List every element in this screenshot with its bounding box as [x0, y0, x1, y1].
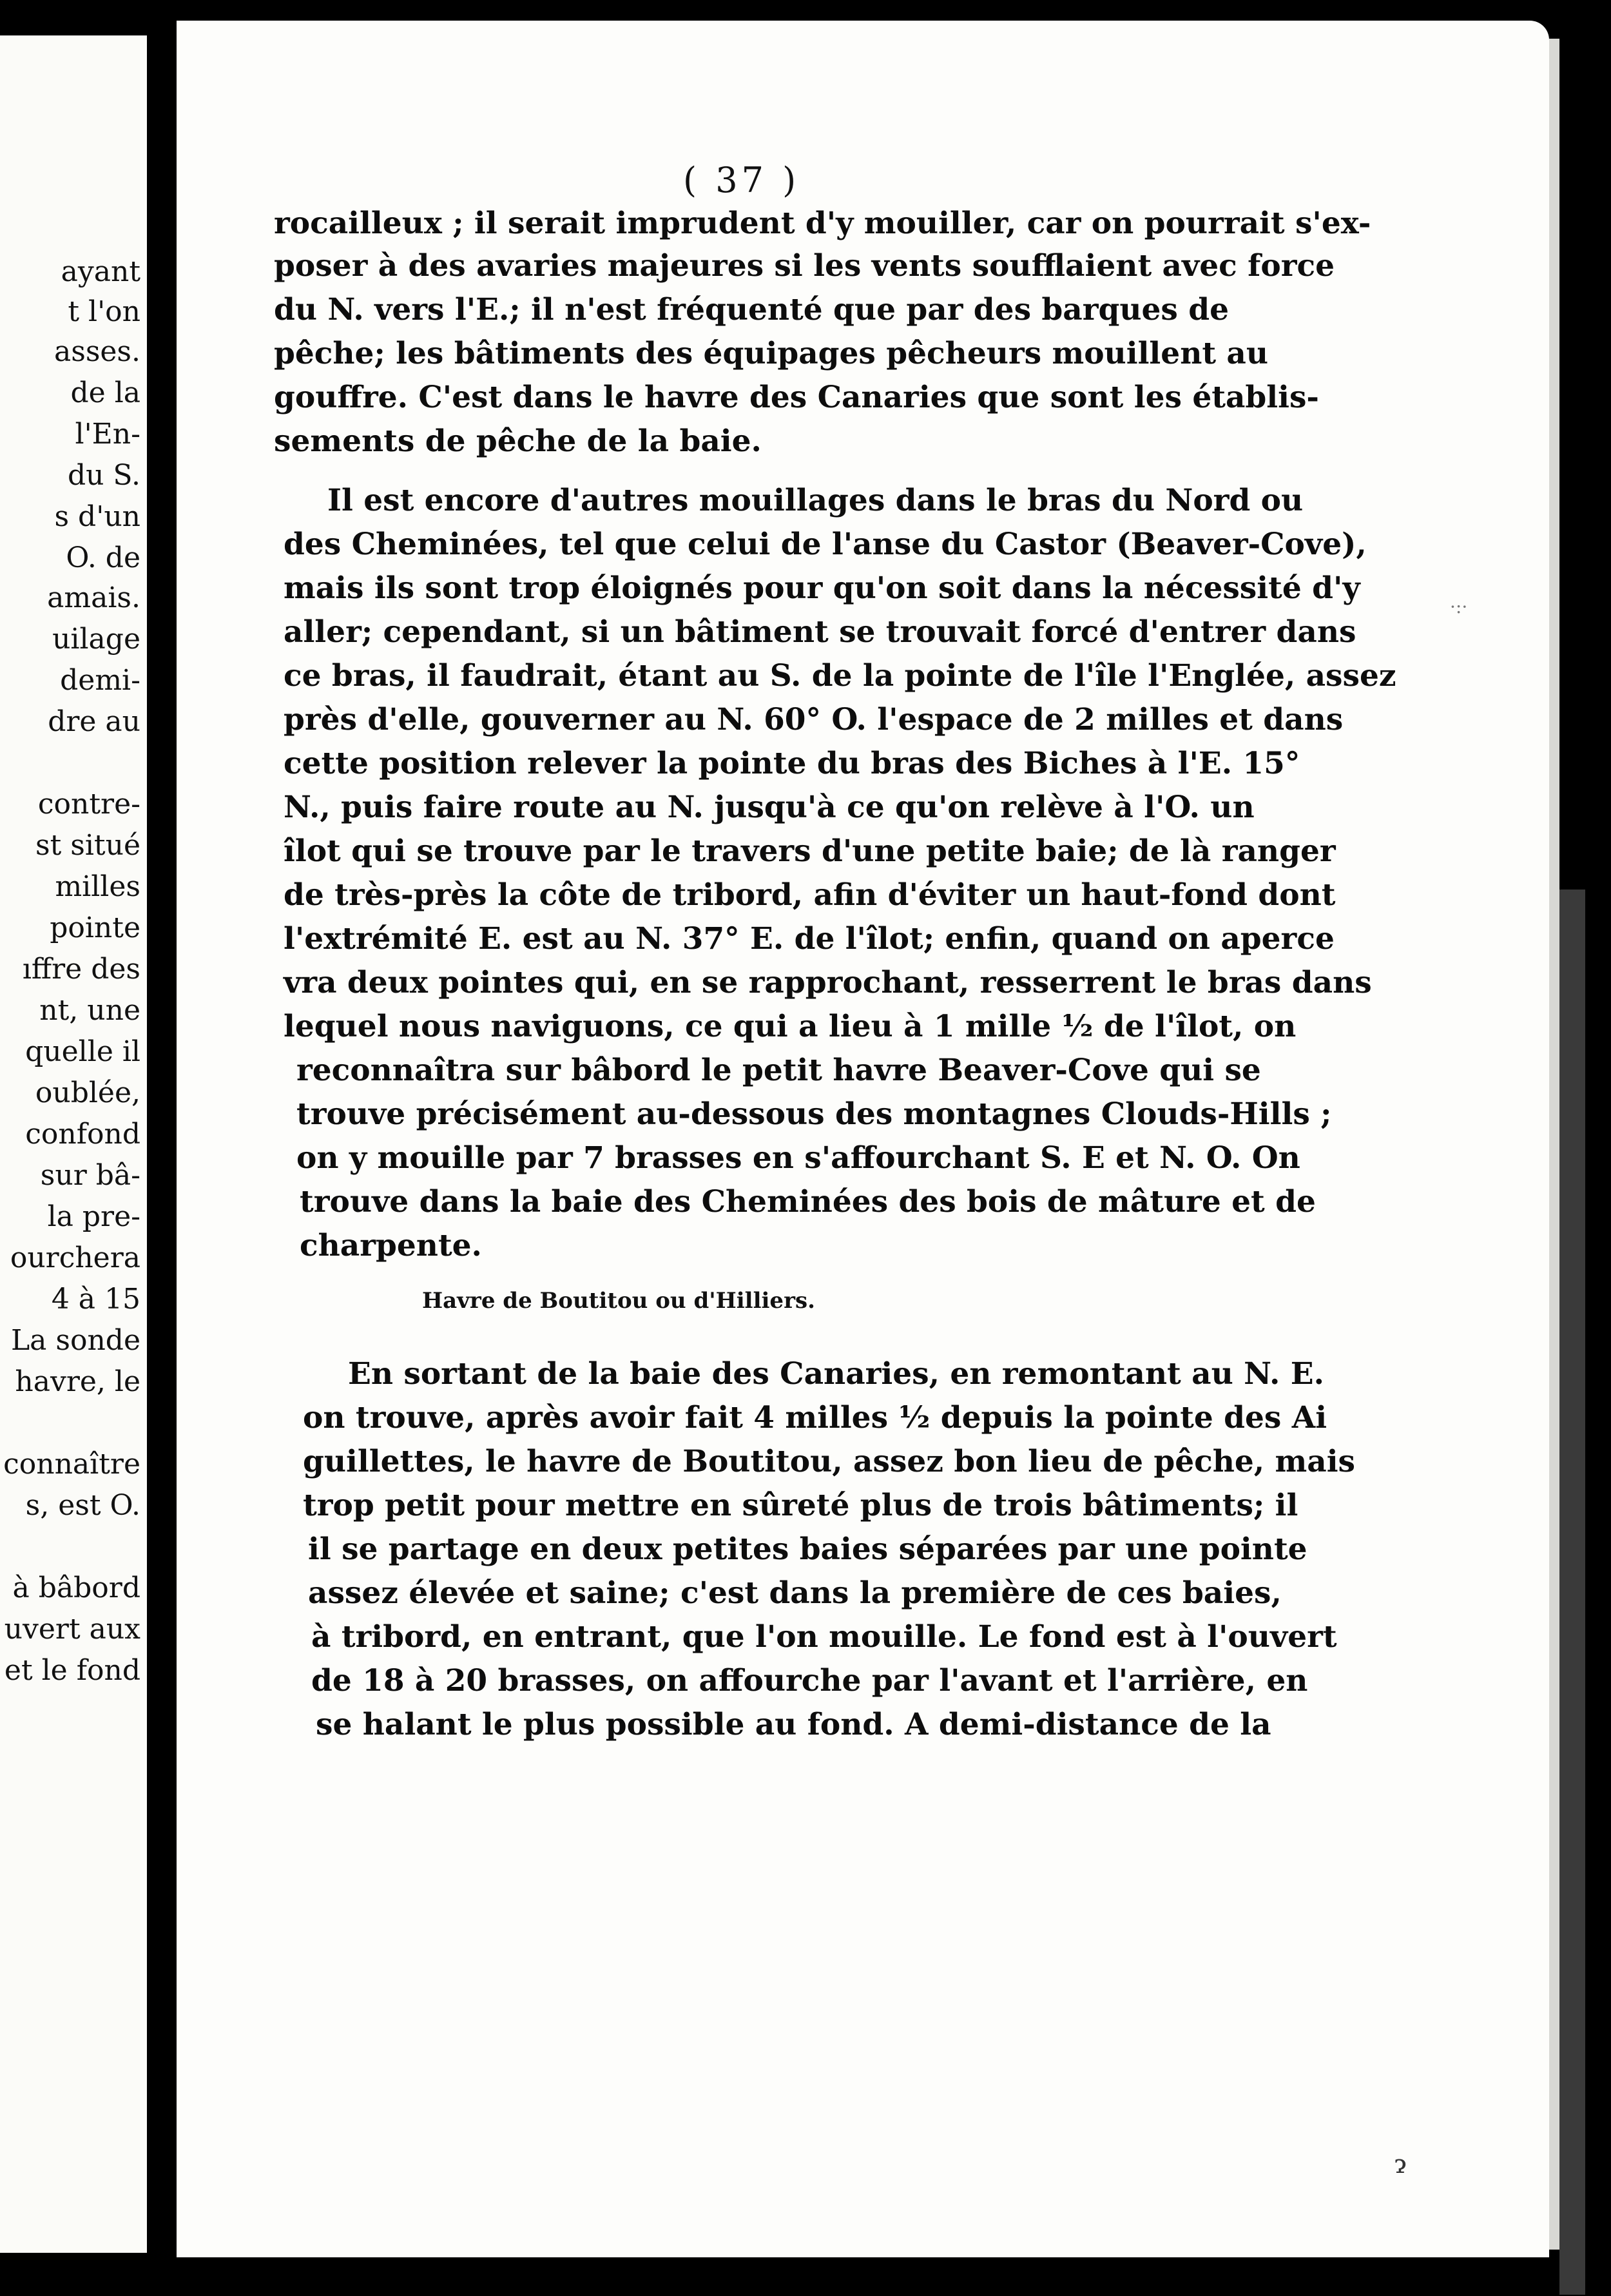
text-line: vra deux pointes qui, en se rapprochant, resserrent le bras dans	[284, 965, 1372, 1000]
left-line: 4 à 15	[51, 1283, 140, 1316]
page-number: ( 37 )	[683, 160, 800, 200]
text-line: de 18 à 20 brasses, on affourche par l'avant et l'arrière, en	[311, 1663, 1308, 1698]
left-line: asses.	[54, 335, 140, 368]
left-line: t l'on	[68, 295, 140, 328]
text-line: assez élevée et saine; c'est dans la première de ces baies,	[308, 1575, 1282, 1611]
text-line: Il est encore d'autres mouillages dans le bras du Nord ou	[327, 483, 1304, 518]
left-line: oublée,	[35, 1076, 140, 1109]
left-line: uvert aux	[4, 1613, 140, 1646]
text-line: gouffre. C'est dans le havre des Canaries que sont les établis-	[274, 380, 1319, 415]
left-line: demi-	[60, 664, 140, 697]
page-edge	[1549, 39, 1559, 2250]
page-edge-shadow	[1559, 890, 1585, 2295]
left-line: de la	[70, 376, 140, 409]
left-line: s d'un	[54, 500, 140, 533]
left-line: milles	[55, 870, 140, 903]
left-line: amais.	[47, 581, 140, 614]
text-line: charpente.	[300, 1228, 482, 1263]
scan-speck: ·:·	[1450, 596, 1468, 618]
text-line: près d'elle, gouverner au N. 60° O. l'espace de 2 milles et dans	[284, 702, 1344, 737]
left-line: la pre-	[47, 1200, 140, 1233]
text-line: de très-près la côte de tribord, afin d'éviter un haut-fond dont	[284, 877, 1336, 913]
text-line: pêche; les bâtiments des équipages pêcheurs mouillent au	[274, 336, 1269, 371]
text-line: trouve dans la baie des Cheminées des bois de mâture et de	[300, 1184, 1316, 1220]
left-line: quelle il	[25, 1035, 140, 1068]
book-gutter	[150, 32, 177, 2256]
text-line: des Cheminées, tel que celui de l'anse du Castor (Beaver-Cove),	[284, 527, 1367, 562]
text-line: il se partage en deux petites baies séparées par une pointe	[308, 1532, 1307, 1567]
left-line: l'En-	[75, 418, 140, 451]
text-line: l'extrémité E. est au N. 37° E. de l'îlot; enfin, quand on aperce	[284, 921, 1335, 957]
text-line: cette position relever la pointe du bras des Biches à l'E. 15°	[284, 746, 1300, 781]
text-line: aller; cependant, si un bâtiment se trouvait forcé d'entrer dans	[284, 614, 1356, 650]
left-line: connaître	[3, 1448, 140, 1481]
left-line: sur bâ-	[40, 1159, 140, 1192]
text-line: on y mouille par 7 brasses en s'affourchant S. E et N. O. On	[296, 1140, 1300, 1176]
left-line: ıffre des	[22, 953, 140, 986]
text-line: du N. vers l'E.; il n'est fréquenté que par des barques de	[274, 292, 1229, 327]
text-line: N., puis faire route au N. jusqu'à ce qu'on relève à l'O. un	[284, 790, 1255, 825]
text-line: sements de pêche de la baie.	[274, 423, 762, 459]
left-line: La sonde	[10, 1324, 140, 1357]
left-line: O. de	[66, 541, 140, 574]
left-line: pointe	[50, 911, 140, 944]
text-line: trouve précisément au-dessous des montagnes Clouds-Hills ;	[296, 1096, 1332, 1132]
text-line: on trouve, après avoir fait 4 milles ½ depuis la pointe des Ai	[303, 1400, 1327, 1435]
left-line: uilage	[52, 623, 140, 656]
left-line: à bâbord	[12, 1571, 140, 1604]
text-line: En sortant de la baie des Canaries, en remontant au N. E.	[348, 1356, 1324, 1392]
section-heading: Havre de Boutitou ou d'Hilliers.	[422, 1288, 815, 1314]
previous-page-fragment	[0, 35, 147, 2253]
text-line: à tribord, en entrant, que l'on mouille. Le fond est à l'ouvert	[311, 1619, 1337, 1655]
text-line: mais ils sont trop éloignés pour qu'on soit dans la nécessité d'y	[284, 570, 1360, 606]
text-line: trop petit pour mettre en sûreté plus de trois bâtiments; il	[303, 1488, 1298, 1523]
left-line: havre, le	[15, 1365, 140, 1398]
left-line: ourchera	[10, 1241, 140, 1274]
text-line: ce bras, il faudrait, étant au S. de la pointe de l'île l'Englée, assez	[284, 658, 1396, 694]
text-line: lequel nous naviguons, ce qui a lieu à 1 mille ½ de l'îlot, on	[284, 1009, 1297, 1044]
left-line: ayant	[61, 255, 140, 288]
left-line: dre au	[48, 705, 140, 738]
scan-mark: ɂ	[1394, 2150, 1407, 2179]
left-line: du S.	[67, 459, 140, 492]
left-line: s, est O.	[25, 1489, 140, 1522]
text-line: poser à des avaries majeures si les vents soufflaient avec force	[274, 248, 1335, 284]
text-line: rocailleux ; il serait imprudent d'y mouiller, car on pourrait s'ex-	[274, 206, 1371, 241]
left-line: confond	[25, 1118, 140, 1151]
left-line: nt, une	[39, 994, 140, 1027]
text-line: se halant le plus possible au fond. A demi-distance de la	[316, 1707, 1271, 1742]
left-line: st situé	[35, 829, 140, 862]
text-line: îlot qui se trouve par le travers d'une petite baie; de là ranger	[284, 833, 1336, 869]
text-line: guillettes, le havre de Boutitou, assez bon lieu de pêche, mais	[303, 1444, 1356, 1479]
left-line: contre-	[37, 788, 140, 821]
left-line: et le fond	[4, 1654, 140, 1687]
text-line: reconnaîtra sur bâbord le petit havre Beaver-Cove qui se	[296, 1053, 1261, 1088]
